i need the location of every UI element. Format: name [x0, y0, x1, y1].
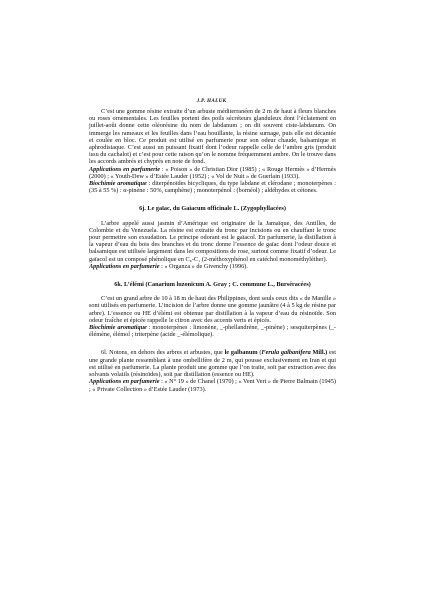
biochemistry-text: : monoterpènes : limonène, _-phellandrène, _-pinène) ; sesquiterpènes (_-élémène, élémol ; triterpène (acide _-élémolique). — [89, 324, 336, 339]
running-header: J.P. HALUK — [196, 98, 227, 104]
gaiac-applications — [89, 263, 336, 270]
applications-text: : « N° 19 » de Chanel (1970) ; « Vent Vert » de Pierre Balmain (1945) ; « Private Collection » d’Estée Lauder (1973). — [89, 378, 336, 393]
gaiac-paragraph: L’arbre appelé aussi jasmin d’Amérique est originaire de la Jamaïque, des Antilles, de Colombie et du Venezuela. La résine est extraite du tronc par incisions ou en chauffant le tronc pour permettre son exsudation. Le principe odorant est le gaïacol. En parfumerie, la distillation à la vapeur d’eau du bois des branches et du tronc donne l’essence de gaïac dont l’odeur douce et balsamique est utilisée largement dans les compositions de rose, surtout comme fixatif d’odeur. Le gaïacol est un composé phénolique en C₆-C₁ (2-méthoxyphénol en catéchol monométhyléther). — [89, 219, 336, 263]
biochemistry-label: Biochimie aromatique — [89, 180, 147, 188]
document-body — [89, 108, 336, 393]
biochemistry-text: : diterpénoïdes bicycliques, du type labdane et clérodane ; monoterpènes : (35 à 55 %) : α-pinène : 50%, camphène) ; monoterpénol : (bornéol) ; aldéhydes et cétones. — [89, 180, 336, 195]
galbanum-author: Mill.) — [310, 349, 328, 357]
section-heading-6j: 6j. Le gaïac, du Gaiacum officinale L. (Zygophyllacées) — [139, 205, 286, 213]
applications-label: Applications en parfumerie — [89, 378, 160, 386]
galbanum-species: Ferula galbanifera — [261, 349, 311, 357]
galbanum-name: le galbanum — [224, 349, 258, 357]
labdanum-paragraph: C’est une gomme résine extraite d’un arbuste méditerranéen de 2 m de haut à fleurs blanches ou roses ornementales. Les feuilles portent des poils sécréteurs glanduleux dont l’éclatement en juillet-août donne cette oléorésine du nom de labdanum ; on dit souvent ciste-labdanum. On immerge les rameaux et les feuilles dans l’eau bouillante, la résine surnage, puis elle est décantée et coulée en bloc. Ce produit est utilisé en parfumerie pour son odeur chaude, balsamique et aphrodisiaque. C’est aussi un puissant fixatif dont l’odeur rappelle celle de l’ambre gris (produit issu du cachalot) et c’est pour cette raison qu’on le nomme fréquemment ambre. On le trouve dans les accords ambrés et chyprés en note de fond. — [89, 108, 336, 166]
applications-text: : « Organza » de Givenchy (1996). — [159, 262, 248, 270]
biochemistry-label: Biochimie aromatique — [89, 324, 147, 332]
elemi-biochemistry — [89, 324, 336, 338]
applications-label: Applications en parfumerie — [89, 262, 160, 270]
labdanum-applications — [89, 166, 336, 180]
galbanum-applications — [89, 378, 336, 392]
section-heading-6k: 6k. L’élémi (Canarium luzonicum A. Gray ; C. commune L., Burséracées) — [114, 281, 311, 289]
galbanum-paragraph — [89, 349, 336, 378]
galbanum-text: est une grande plante ressemblant à une ombellifère de 2 m, qui pousse exclusivement en Iran et qui est utilisé en parfumerie. La plante produit une gomme que l’on traite, soit par extraction avec des solvants volatils (résinoïdes), soit par distillation (essence ou HE). — [89, 349, 336, 379]
galbanum-paren: ( — [257, 349, 262, 357]
elemi-paragraph: C’est un grand arbre de 10 à 18 m de haut des Philippines, dont seuls ceux dits « de Manille » sont utilisés en parfumerie. L’incision de l’arbre donne une gomme jaunâtre (4 à 5 kg de résine par arbre). L’essence ou HE d’élémi est obtenue par distillation à la vapeur d’eau du résinoïde. Son odeur fraîche et épicée rappelle le citron avec des accents verts et épicés. — [89, 295, 336, 324]
applications-label: Applications en parfumerie — [89, 165, 161, 173]
galbanum-intro: 6l. Notons, en dehors des arbres et arbustes, que — [101, 349, 225, 357]
labdanum-biochemistry — [89, 180, 336, 194]
applications-text: : « Poison » de Christian Dior (1985) ; « Rouge Hermès » d’Hermès (2000) ; « Youth-Dew » d’Estée Lauder (1952) ; « Vol de Nuit » de Guerlain (1933). — [89, 165, 336, 180]
